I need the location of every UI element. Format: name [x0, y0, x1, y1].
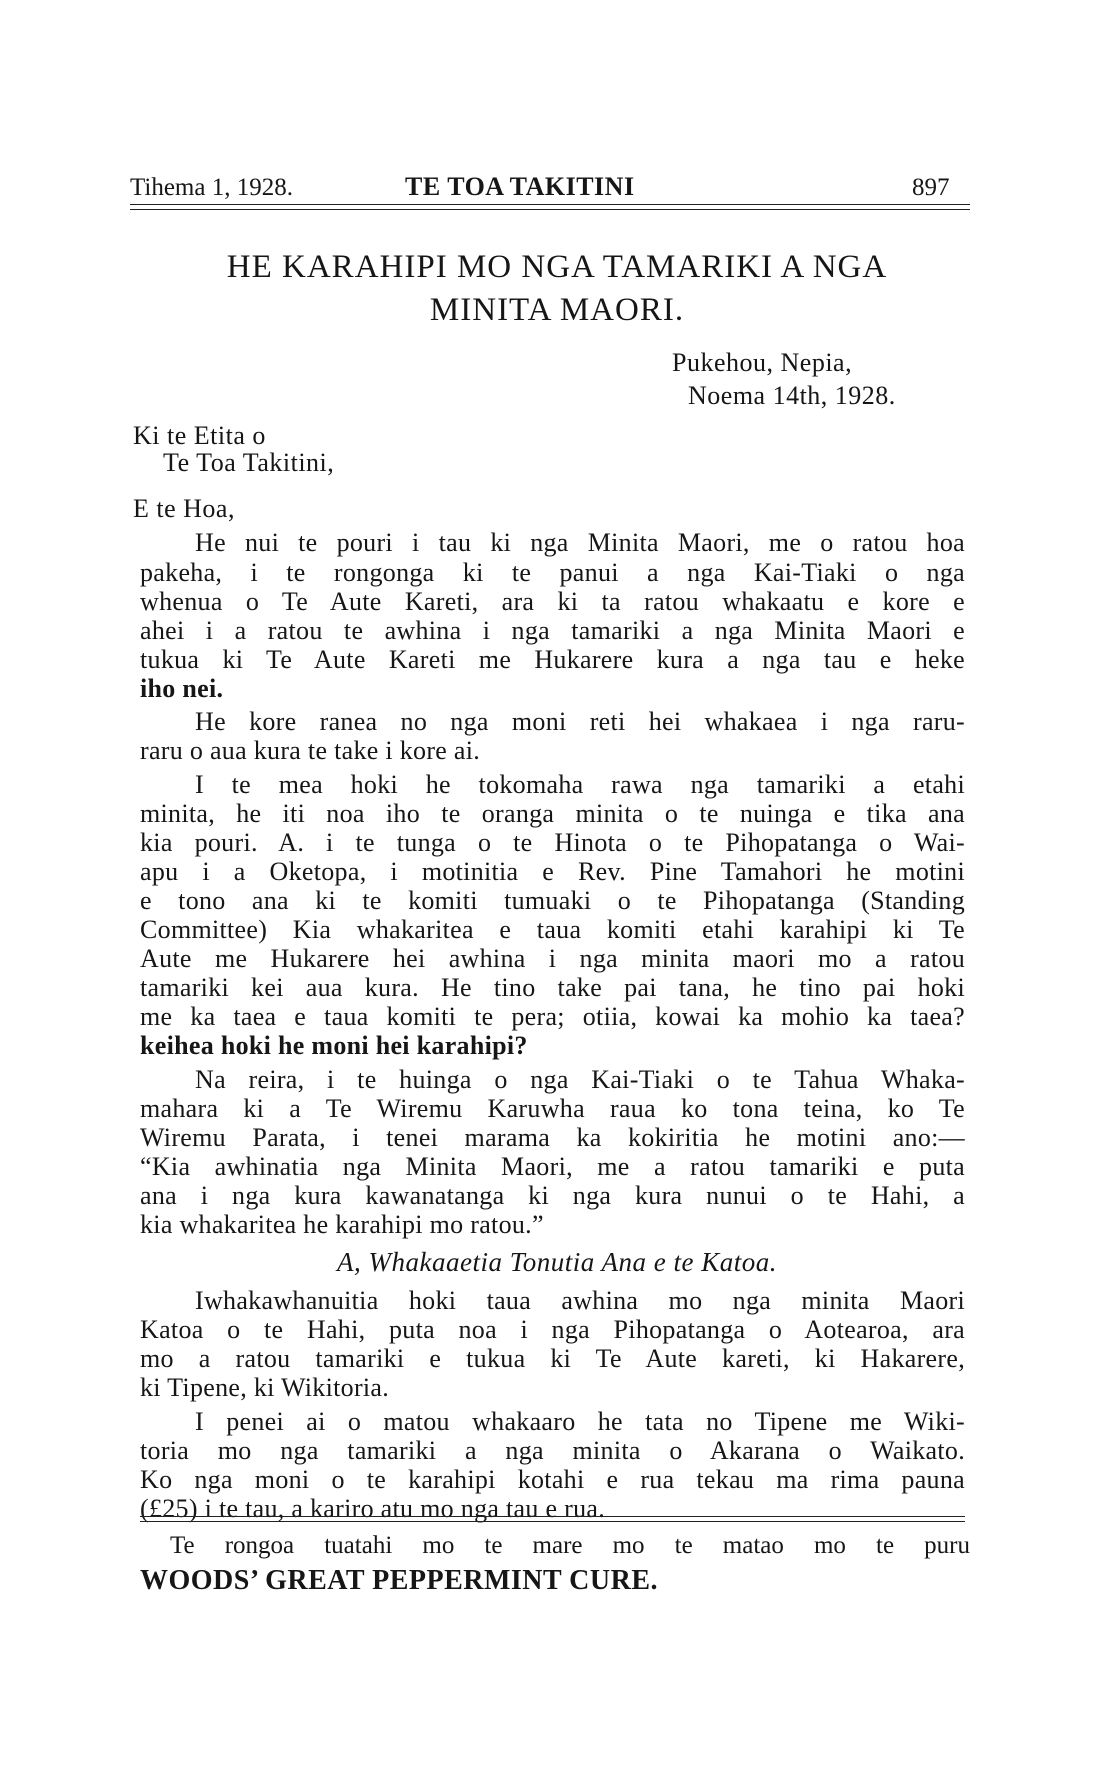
para4-line: Wiremu Parata, i tenei marama ka kokiritia he motini ano:— — [140, 1123, 965, 1152]
para4-line: Na reira, i te huinga o nga Kai-Tiaki o te Tahua Whaka- — [195, 1065, 965, 1094]
para3-line: Aute me Hukarere hei awhina i nga minita maori mo a ratou — [140, 944, 965, 973]
para4-line: “Kia awhinatia nga Minita Maori, me a ratou tamariki e puta — [140, 1152, 965, 1181]
para6-line: toria mo nga tamariki a nga minita o Akarana o Waikato. — [140, 1436, 965, 1465]
para5-line: mo a ratou tamariki e tukua ki Te Aute kareti, ki Hakarere, — [140, 1344, 965, 1373]
para6-line: I penei ai o matou whakaaro he tata no Tipene me Wiki- — [195, 1407, 965, 1436]
para4-line: mahara ki a Te Wiremu Karuwha raua ko tona teina, ko Te — [140, 1094, 965, 1123]
para6-line: Ko nga moni o te karahipi kotahi e rua tekau ma rima pauna — [140, 1465, 965, 1494]
letter-place: Pukehou, Nepia, — [672, 348, 853, 377]
header-rule-secondary — [130, 209, 970, 210]
letter-address-line2: Te Toa Takitini, — [163, 448, 335, 477]
letter-date: Noema 14th, 1928. — [688, 381, 896, 410]
para5-line: Katoa o te Hahi, puta noa i nga Pihopatanga o Aotearoa, ara — [140, 1315, 965, 1344]
para2-line: He kore ranea no nga moni reti hei whakaea i nga raru- — [195, 707, 965, 736]
article-end-rule — [140, 1516, 965, 1517]
para3-line: me ka taea e taua komiti te pera; otiia, kowai ka mohio ka taea? — [140, 1002, 965, 1031]
header-page-number: 897 — [912, 174, 950, 201]
para4-line: ana i nga kura kawanatanga ki nga kura nunui o te Hahi, a — [140, 1181, 965, 1210]
article-title-line1: HE KARAHIPI MO NGA TAMARIKI A NGA — [226, 249, 888, 285]
header-date: Tihema 1, 1928. — [130, 174, 293, 201]
para4-line: kia whakaritea he karahipi mo ratou.” — [140, 1210, 544, 1239]
advert-line1: Te rongoa tuatahi mo te mare mo te matao mo te puru — [170, 1532, 970, 1559]
article-subheading: A, Whakaaetia Tonutia Ana e te Katoa. — [337, 1247, 777, 1277]
letter-salutation: E te Hoa, — [133, 494, 235, 523]
para1-line: iho nei. — [140, 674, 224, 703]
para5-line: ki Tipene, ki Wikitoria. — [140, 1373, 390, 1402]
header-publication: TE TOA TAKITINI — [405, 172, 635, 201]
para3-line: apu i a Oketopa, i motinitia e Rev. Pine Tamahori he motini — [140, 857, 965, 886]
letter-address-line1: Ki te Etita o — [133, 421, 266, 450]
advert-line2: WOODS’ GREAT PEPPERMINT CURE. — [140, 1565, 659, 1596]
para6-line: (£25) i te tau, a kariro atu mo nga tau e rua. — [140, 1494, 606, 1523]
para1-line: He nui te pouri i tau ki nga Minita Maori, me o ratou hoa — [195, 528, 965, 557]
para1-line: tukua ki Te Aute Kareti me Hukarere kura a nga tau e heke — [140, 645, 965, 674]
para3-line: Committee) Kia whakaritea e taua komiti etahi karahipi ki Te — [140, 915, 965, 944]
para5-line: Iwhakawhanuitia hoki taua awhina mo nga minita Maori — [195, 1286, 965, 1315]
para2-line: raru o aua kura te take i kore ai. — [140, 736, 481, 765]
para3-line: kia pouri. A. i te tunga o te Hinota o te Pihopatanga o Wai- — [140, 828, 965, 857]
para3-line: tamariki kei aua kura. He tino take pai tana, he tino pai hoki — [140, 973, 965, 1002]
article-title-line2: MINITA MAORI. — [429, 292, 685, 328]
para3-line: minita, he iti noa iho te oranga minita o te nuinga e tika ana — [140, 799, 965, 828]
header-rule — [130, 204, 970, 205]
para1-line: ahei i a ratou te awhina i nga tamariki a nga Minita Maori e — [140, 616, 965, 645]
para3-line: I te mea hoki he tokomaha rawa nga tamariki a etahi — [195, 770, 965, 799]
para3-line: e tono ana ki te komiti tumuaki o te Pihopatanga (Standing — [140, 886, 965, 915]
para1-line: whenua o Te Aute Kareti, ara ki ta ratou whakaatu e kore e — [140, 587, 965, 616]
para1-line: pakeha, i te rongonga ki te panui a nga Kai-Tiaki o nga — [140, 558, 965, 587]
article-end-rule-secondary — [140, 1521, 965, 1522]
para3-line: keihea hoki he moni hei karahipi? — [140, 1031, 528, 1060]
